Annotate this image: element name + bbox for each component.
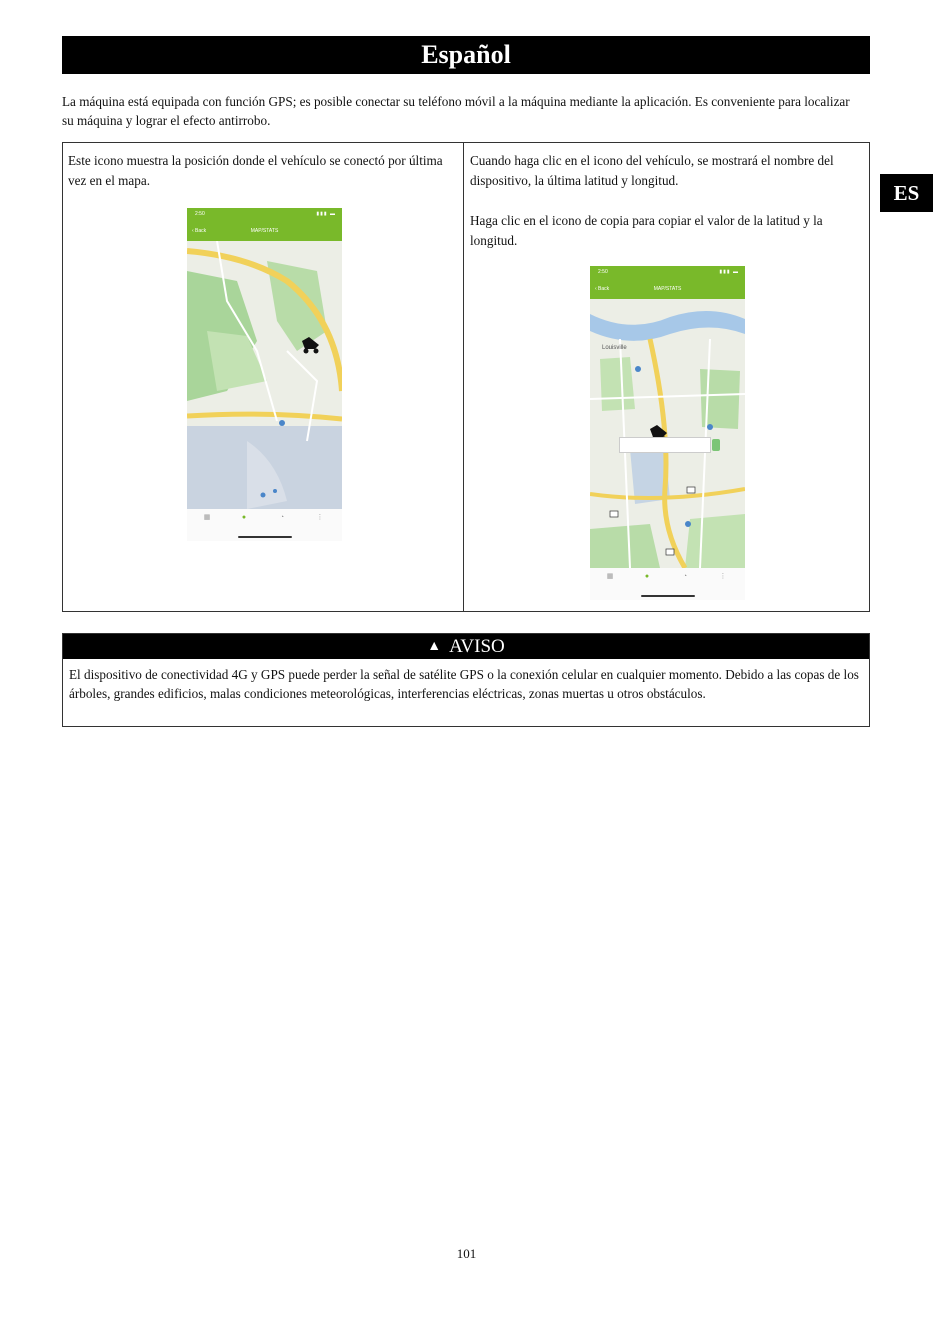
stats-icon: ◔ — [279, 514, 285, 521]
page-number: 101 — [456, 1246, 477, 1261]
home-indicator — [641, 595, 695, 597]
page-header — [62, 36, 870, 74]
notice-text: El dispositivo de conectividad 4G y GPS puede perder la señal de satélite GPS o la conexión celular en cualquier momento. Debido a las copas de los árboles, grandes edificios, malas condiciones meteorológicas, interferencias eléctricas, zonas muertas u otros obstáculos. — [69, 667, 859, 701]
tab-stats[interactable] — [667, 573, 703, 581]
map-pin-icon: ● — [241, 514, 247, 521]
status-icons: ▮▮▮ ▬ — [316, 211, 336, 217]
map-pin-icon: ● — [644, 573, 650, 580]
warning-icon: ▲ — [427, 638, 442, 654]
instructions-table — [62, 142, 870, 612]
left-cell-text: Este icono muestra la posición donde el vehículo se conectó por última vez en el mapa. — [68, 153, 443, 188]
tab-map[interactable] — [226, 514, 262, 522]
app-top-bar — [187, 208, 342, 241]
app-tab-bar — [187, 509, 342, 541]
device-info-callout — [619, 437, 711, 453]
table-cell-left — [63, 143, 464, 611]
right-cell-text-1: Cuando haga clic en el icono del vehículo, se mostrará el nombre del dispositivo, la última latitud y longitud. — [470, 153, 834, 188]
copy-icon[interactable] — [712, 439, 720, 451]
status-icons: ▮▮▮ ▬ — [719, 269, 739, 275]
notice-header — [63, 634, 869, 659]
notice-title: AVISO — [449, 635, 505, 657]
language-tab-label: ES — [893, 180, 920, 205]
tab-more[interactable] — [302, 514, 338, 522]
back-button[interactable]: ‹ Back — [595, 286, 610, 292]
page-title: Español — [421, 40, 511, 69]
app-screen-title: MAP/STATS — [653, 286, 682, 292]
status-time: 2:50 — [195, 211, 205, 217]
map-graphic — [187, 241, 342, 509]
intro-paragraph: La máquina está equipada con función GPS; es posible conectar su teléfono móvil a la máquina mediante la aplicación. Es conveniente para localizar su máquina y lograr el efecto antirrobo. — [62, 94, 850, 128]
more-icon: ⋮ — [719, 573, 727, 580]
map-view[interactable] — [187, 241, 342, 509]
back-button[interactable]: ‹ Back — [192, 228, 207, 234]
phone-screenshot-right — [590, 266, 745, 600]
tab-dashboard[interactable] — [592, 573, 628, 581]
status-time: 2:50 — [598, 269, 608, 275]
tab-more[interactable] — [705, 573, 741, 581]
app-top-bar — [590, 266, 745, 299]
map-city-label: Louisville — [602, 345, 627, 351]
home-indicator — [238, 536, 292, 538]
more-icon: ⋮ — [316, 514, 324, 521]
stats-icon: ◔ — [682, 573, 688, 580]
map-view[interactable] — [590, 299, 745, 568]
language-tab — [880, 174, 933, 212]
dashboard-icon: ▦ — [606, 573, 614, 580]
notice-box — [62, 633, 870, 727]
tab-dashboard[interactable] — [189, 514, 225, 522]
app-tab-bar — [590, 568, 745, 600]
tab-stats[interactable] — [264, 514, 300, 522]
dashboard-icon: ▦ — [203, 514, 211, 521]
tab-map[interactable] — [629, 573, 665, 581]
table-cell-right — [464, 143, 869, 611]
phone-screenshot-left — [187, 208, 342, 541]
app-screen-title: MAP/STATS — [250, 228, 279, 234]
map-graphic — [590, 299, 745, 568]
right-cell-text-2: Haga clic en el icono de copia para copiar el valor de la latitud y la longitud. — [470, 213, 823, 248]
